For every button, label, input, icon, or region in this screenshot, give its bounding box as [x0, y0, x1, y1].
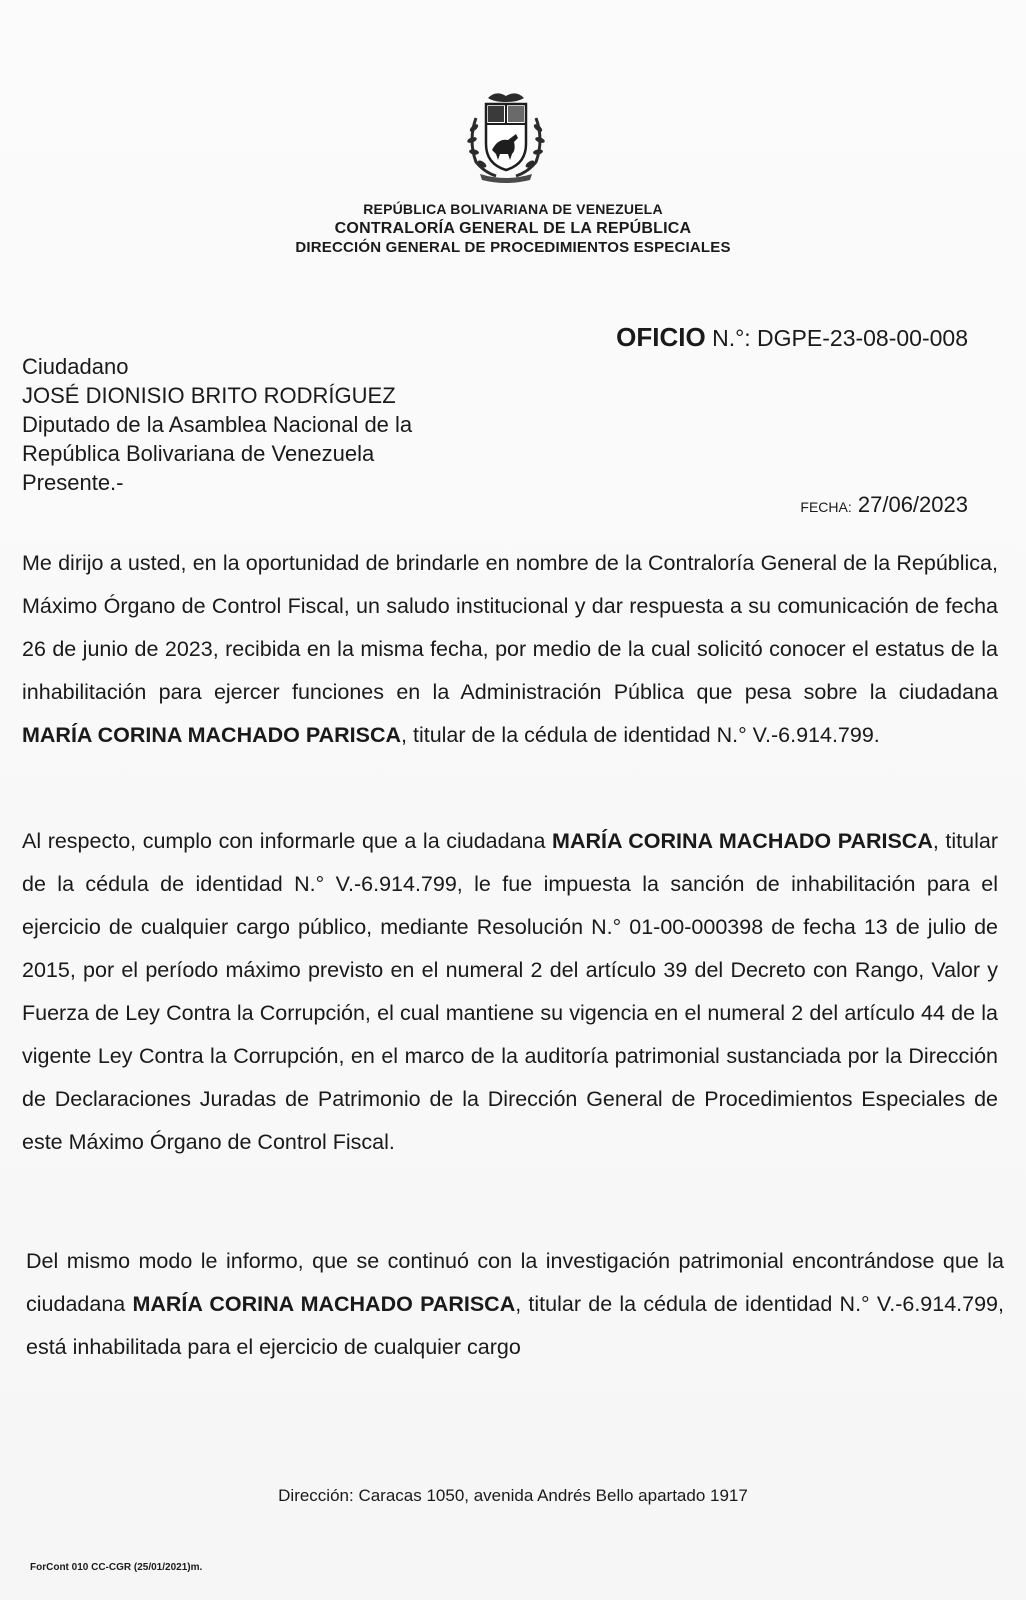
oficio-label: OFICIO: [616, 322, 706, 352]
body-paragraph-1: [22, 542, 998, 757]
letterhead-directorate: DIRECCIÓN GENERAL DE PROCEDIMIENTOS ESPECIALES: [295, 239, 731, 256]
addressee-title-line2: República Bolivariana de Venezuela: [22, 441, 375, 466]
paragraph-text: , titular de la cédula de identidad N.° V.-6.914.799, le fue impuesta la sanción de inhabilitación para el ejercicio de cualquier cargo público, mediante Resolución N.° 01-00-000398 de fecha 13 de julio de 2015, por el período máximo previsto en el numeral 2 del artículo 39 del Decreto con Rango, Valor y Fuerza de Ley Contra la Corrupción, el cual mantiene su vigencia en el numeral 2 del artículo 44 de la vigente Ley Contra la Corrupción, en el marco de la auditoría patrimonial sustanciada por la Dirección de Declaraciones Juradas de Patrimonio de la Dirección General de Procedimientos Especiales de este Máximo Órgano de Control Fiscal.: [22, 829, 998, 1154]
footer-address: Dirección: Caracas 1050, avenida Andrés Bello apartado 1917: [278, 1486, 748, 1505]
oficio-reference: [616, 322, 968, 353]
body-paragraph-2: [22, 820, 998, 1164]
paragraph-text: , titular de la cédula de identidad N.° V.-6.914.799, está inhabilitada para el ejercicio de cualquier cargo: [26, 1292, 1004, 1359]
citizen-name: MARÍA CORINA MACHADO PARISCA: [22, 723, 402, 747]
date-line: [800, 492, 968, 518]
form-code: ForCont 010 CC-CGR (25/01/2021)m.: [30, 1562, 203, 1573]
addressee-salutation: Ciudadano: [22, 354, 129, 379]
addressee-closing: Presente.-: [22, 470, 124, 495]
addressee-title-line1: Diputado de la Asamblea Nacional de la: [22, 412, 413, 437]
addressee-block: [22, 352, 412, 497]
paragraph-text: Al respecto, cumplo con informarle que a la ciudadana: [22, 829, 553, 853]
paragraph-text: , titular de la cédula de identidad N.° V.-6.914.799.: [401, 723, 880, 747]
letterhead: [0, 200, 1026, 257]
addressee-name: JOSÉ DIONISIO BRITO RODRÍGUEZ: [22, 383, 396, 408]
paragraph-text: Del mismo modo le informo, que se continuó con la investigación patrimonial encontrándose que la ciudadana: [26, 1249, 1004, 1316]
letterhead-institution: CONTRALORÍA GENERAL DE LA REPÚBLICA: [334, 220, 692, 237]
citizen-name: MARÍA CORINA MACHADO PARISCA: [132, 1292, 516, 1316]
citizen-name: MARÍA CORINA MACHADO PARISCA: [552, 829, 933, 853]
oficio-number: N.°: DGPE-23-08-00-008: [705, 325, 968, 351]
body-paragraph-3: [26, 1240, 1004, 1369]
venezuela-coat-of-arms-icon: [462, 88, 550, 184]
date-label: FECHA:: [800, 499, 852, 515]
paragraph-text: Me dirijo a usted, en la oportunidad de brindarle en nombre de la Contraloría General de la República, Máximo Órgano de Control Fiscal, un saludo institucional y dar respuesta a su comunicación de fecha 26 de junio de 2023, recibida en la misma fecha, por medio de la cual solicitó conocer el estatus de la inhabilitación para ejercer funciones en la Administración Pública que pesa sobre la ciudadana: [22, 551, 998, 704]
date-value: 27/06/2023: [851, 492, 968, 517]
letterhead-republic: REPÚBLICA BOLIVARIANA DE VENEZUELA: [363, 201, 663, 217]
